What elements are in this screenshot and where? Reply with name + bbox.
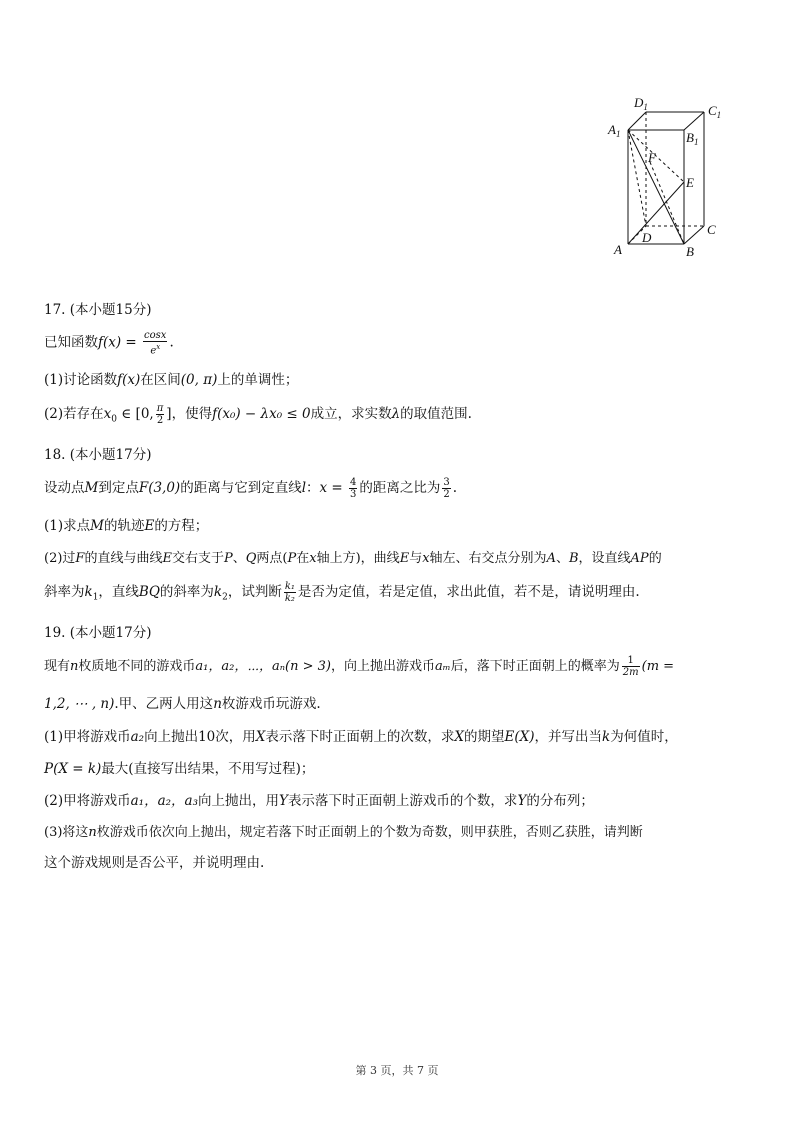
prism-figure	[600, 90, 740, 269]
edge-b1c1	[684, 112, 704, 130]
q17-frac-den: $e^x$	[150, 343, 161, 357]
q17-header: 17. (本小题15分)	[44, 302, 152, 318]
q19-frac-prob: $\frac{1}{2m}$	[622, 655, 639, 678]
q19-stem-line2: 1,2, ⋯ , n).甲、乙两人用这n枚游戏币玩游戏.	[44, 696, 321, 712]
label-d1: $D_1$	[634, 95, 648, 112]
q17-fraction	[143, 330, 167, 356]
q18-frac-k: $\frac{\text{k₁}}{\text{k₂}}$	[284, 581, 295, 604]
q17-frac-num: cosx	[144, 330, 167, 341]
line-fb	[650, 162, 684, 244]
label-e: E	[686, 175, 694, 190]
q19-part3-line2: 这个游戏规则是否公平，并说明理由.	[44, 855, 265, 871]
edge-a1d1	[628, 112, 646, 130]
label-a: A	[614, 242, 622, 257]
q19-part1-line1: (1)甲将游戏币a₂向上抛出10次，用X表示落下时正面朝上的次数，求X的期望E(X)，并写出当k为何值时，	[44, 729, 678, 745]
q18-frac-line: $\frac{4}{3}$	[350, 477, 357, 500]
q17-part1: (1)讨论函数f(x)在区间(0, π)上的单调性；	[44, 372, 299, 388]
q17-stem	[44, 330, 174, 356]
label-b1: $B_1$	[686, 130, 699, 147]
diag-a1b	[628, 130, 684, 244]
q18-part2-line1: (2)过F的直线与曲线E交右支于P、Q两点(P在x轴上方)，曲线E与x轴左、右交点分别为A、B，设直线AP的	[44, 551, 662, 566]
q18-header: 18. (本小题17分)	[44, 447, 152, 463]
q18-stem: 设动点M到定点F(3,0)的距离与它到定直线l：x = $\frac{4}{3}$ 的距离之比为 $\frac{3}{2}$ .	[44, 477, 458, 500]
q17-p2-fraction: $\frac{\pi}{2}$	[156, 403, 164, 426]
label-b: B	[686, 244, 694, 259]
label-c: C	[707, 222, 716, 237]
q17-stem-text: 已知函数	[44, 334, 98, 351]
label-f: F	[648, 150, 656, 165]
q18-part2-line2: 斜率为$k_1$，直线BQ的斜率为$k_2$，试判断 $\frac{\text{k₁}}{\text{k₂}}$ 是否为定值，若是定值，求出此值，若不是，请说明理由.	[44, 581, 640, 604]
label-c1: $C_1$	[708, 103, 722, 120]
line-a1d	[628, 130, 646, 226]
q19-part1-line2: P(X = k)最大(直接写出结果，不用写过程)；	[44, 761, 315, 777]
label-a1: $A_1$	[608, 122, 621, 139]
q17-func: f(x) =	[98, 334, 142, 351]
q19-part2: (2)甲将游戏币a₁，a₂，a₃向上抛出，用Y表示落下时正面朝上游戏币的个数，求Y的分布列；	[44, 793, 594, 809]
edge-bc	[684, 226, 704, 244]
q18-part1: (1)求点M的轨迹E的方程；	[44, 518, 209, 534]
label-d: D	[642, 230, 652, 245]
q17-part2: (2)若存在$x_0$ ∈ [0, $\frac{\pi}{2}$ ]，使得f(x₀) − λx₀ ≤ 0成立，求实数λ的取值范围.	[44, 403, 472, 426]
q19-part3-line1: (3)将这n枚游戏币依次向上抛出，规定若落下时正面朝上的个数为奇数，则甲获胜，否则乙获胜，请判断	[44, 825, 643, 840]
line-ae	[628, 182, 684, 244]
q19-stem-line1: 现有n枚质地不同的游戏币a₁，a₂，⋯，aₙ(n > 3)，向上抛出游戏币aₘ后，落下时正面朝上的概率为 $\frac{1}{2m}$ (m =	[44, 655, 675, 678]
prism-diagram	[600, 90, 740, 265]
q17-stem-end: .	[169, 334, 174, 351]
page-footer: 第 3 页，共 7 页	[355, 1064, 439, 1077]
q19-header: 19. (本小题17分)	[44, 625, 152, 641]
q18-frac-ratio: $\frac{3}{2}$	[443, 477, 450, 500]
